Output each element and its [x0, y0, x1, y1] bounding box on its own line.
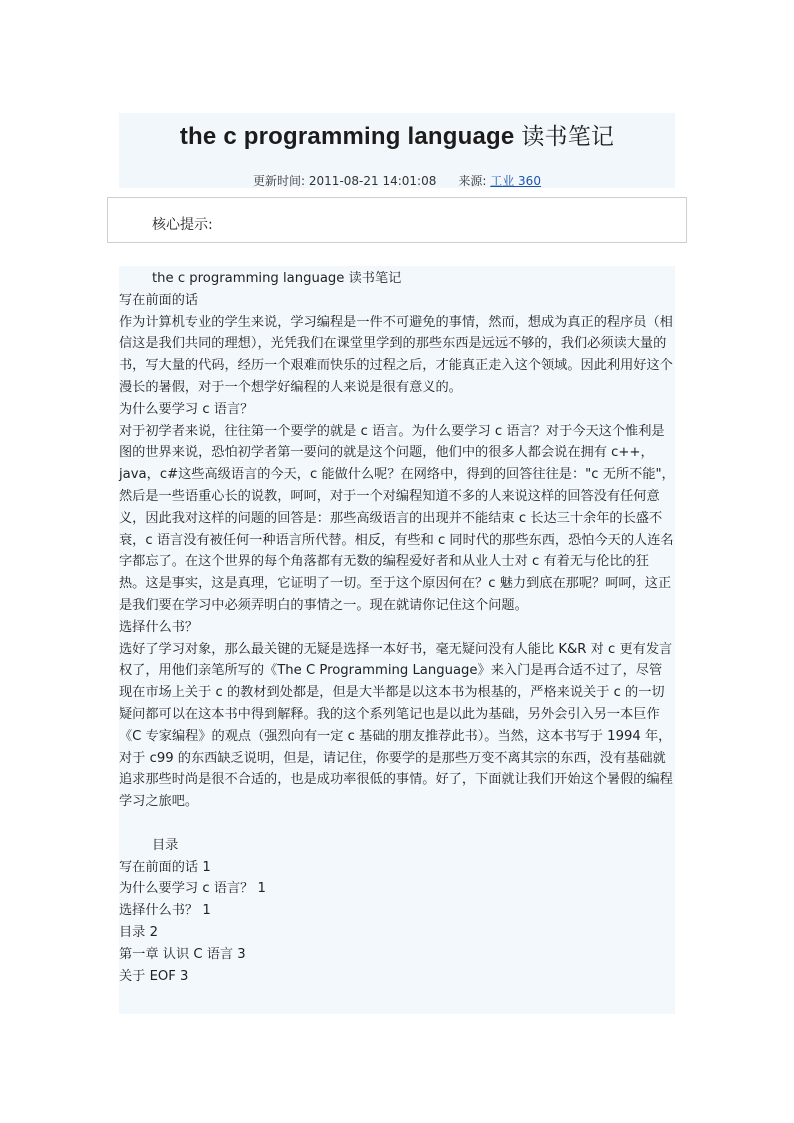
article-body	[119, 268, 675, 987]
section-title: 写在前面的话	[119, 292, 199, 308]
summary-box	[107, 197, 687, 243]
source-link[interactable]: 工业 360	[490, 174, 541, 188]
section-paragraph: 选好了学习对象，那么最关键的无疑是选择一本好书，毫无疑问没有人能比 K&R 对 c 更有发言权了，用他们亲笔所写的《The C Programming Language》来入门是再合适不过了，尽管现在市场上关于 c 的教材到处都是，但是大半都是以这本书为根基的，严格来说关于 c 的一切疑问都可以在这本书中得到解释。我的这个系列笔记也是以此为基础，另外会引入另一本巨作《C 专家编程》的观点（强烈向有一定 c 基础的朋友推荐此书）。当然，这本书写于 1994 年，对于 c99 的东西缺乏说明，但是，请记住，你要学的是那些万变不离其宗的东西，没有基础就追求那些时尚是很不合适的，也是成功率很低的事情。好了，下面就让我们开始这个暑假的编程学习之旅吧。	[119, 641, 673, 810]
section-paragraph: 作为计算机专业的学生来说，学习编程是一件不可避免的事情，然而，想成为真正的程序员（相信这是我们共同的理想），光凭我们在课堂里学到的那些东西是远远不够的，我们必须读大量的书，写大量的代码，经历一个艰难而快乐的过程之后，才能真正走入这个领域。因此利用好这个漫长的暑假，对于一个想学好编程的人来说是很有意义的。	[119, 314, 673, 395]
updated-label: 更新时间:	[253, 174, 306, 188]
toc-item: 选择什么书？ 1	[119, 903, 211, 919]
section-title: 为什么要学习 c 语言？	[119, 401, 254, 417]
toc-item: 第一章 认识 C 语言 3	[119, 946, 246, 962]
summary-label: 核心提示:	[152, 217, 213, 233]
updated-value: 2011-08-21 14:01:08	[308, 174, 437, 188]
section-title: 选择什么书？	[119, 619, 199, 635]
page-title-en: the c programming language	[179, 123, 515, 150]
spacer	[119, 813, 675, 835]
toc-item: 写在前面的话 1	[119, 859, 211, 875]
section-paragraph: 对于初学者来说，往往第一个要学的就是 c 语言。为什么要学习 c 语言？对于今天这个惟利是图的世界来说，恐怕初学者第一要问的就是这个问题，他们中的很多人都会说在拥有 c++，java，c#这些高级语言的今天，c 能做什么呢？在网络中，得到的回答往往是："c 无所不能"，然后是一些语重心长的说教，呵呵，对于一个对编程知道不多的人来说这样的回答没有任何意义，因此我对这样的问题的回答是：那些高级语言的出现并不能结束 c 长达三十余年的长盛不衰，c 语言没有被任何一种语言所代替。相反，有些和 c 同时代的那些东西，恐怕今天的人连名字都忘了。在这个世界的每个角落都有无数的编程爱好者和从业人士对 c 有着无与伦比的狂热。这是事实，这是真理，它证明了一切。至于这个原因何在？c 魅力到底在那呢？呵呵，这正是我们要在学习中必须弄明白的事情之一。现在就请你记住这个问题。	[119, 423, 675, 613]
toc-item: 为什么要学习 c 语言？ 1	[119, 881, 266, 897]
article-heading: the c programming language 读书笔记	[152, 271, 402, 286]
toc-item: 关于 EOF 3	[119, 968, 189, 984]
page-title-cn: 读书笔记	[521, 124, 615, 150]
toc-item: 目录 2	[119, 924, 158, 940]
toc-title: 目录	[152, 837, 179, 853]
meta-line	[119, 172, 675, 189]
source-label: 来源:	[458, 174, 487, 188]
page-title	[119, 118, 675, 151]
